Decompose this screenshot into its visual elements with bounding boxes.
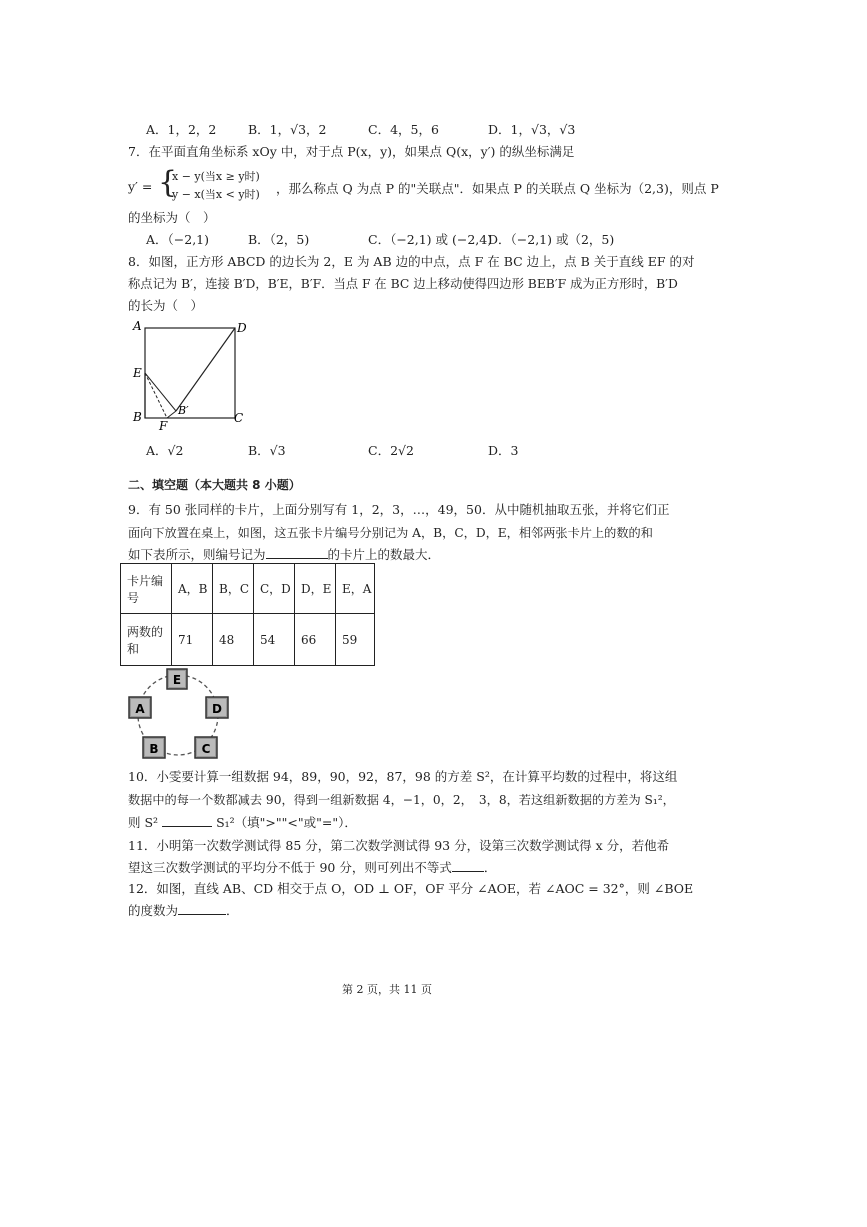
card-a-label: A [135,702,145,716]
q12-line2-after: ． [226,903,239,918]
label-d: D [237,321,247,335]
q12-line2-before: 的度数为 [128,903,179,918]
label-a: A [133,319,142,333]
q8-option-b: B．√3 [248,443,286,458]
q6-option-d: D．1，√3，√3 [488,122,576,137]
card-c-label: C [201,742,211,756]
q8-stem-line1: 8．如图，正方形 ABCD 的边长为 2，E 为 AB 边的中点，点 F 在 BC 边上，点 B 关于直线 EF 的对 [128,254,695,269]
q9-stem-line3 [128,545,440,563]
table-cell: A，B [172,564,213,614]
segment-b-prime-d [176,328,235,411]
table-row [121,564,375,614]
q10-stem-line2: 数据中的每一个数都减去 90，得到一组新数据 4，−1，0，2， 3，8，若这组新数据的方差为 S₁²， [128,793,675,807]
table-cell: 59 [336,614,375,666]
table-cell: 两数的和 [121,614,172,666]
card-e [167,669,187,689]
q7-option-a: A．（−2,1) [146,232,210,247]
q12-answer-blank[interactable] [178,902,226,915]
q7-option-b: B．（2，5) [248,232,310,247]
page-footer: 第 2 页，共 11 页 [342,983,432,996]
label-b-prime: B′ [178,404,189,417]
q6-option-a: A．1，2，2 [146,122,217,137]
card-c [195,737,217,758]
q10-line3-before: 则 S² [128,815,159,830]
q8-stem-line3: 的长为（ ） [128,298,204,313]
segment-f-b-prime [167,411,176,418]
table-row [121,614,375,666]
q6-option-c: C．4，5，6 [368,122,439,137]
q10-stem-line1: 10．小雯要计算一组数据 94，89，90，92，87，98 的方差 S²，在计算平均数的过程中，将这组 [128,769,678,784]
q11-line2-before: 望这三次数学测试的平均分不低于 90 分，则可列出不等式 [128,860,452,875]
table-cell: 54 [254,614,295,666]
q9-sum-table [120,563,375,666]
q7-stem-line1: 7．在平面直角坐标系 xOy 中，对于点 P(x，y)，如果点 Q(x，y′) 的纵坐标满足 [128,144,575,159]
table-cell: D，E [295,564,336,614]
q8-option-a: A．√2 [146,443,184,458]
q11-answer-blank[interactable] [452,859,484,872]
card-a [129,697,151,718]
card-b-label: B [149,742,159,756]
q8-stem-line2: 称点记为 B′，连接 B′D，B′E，B′F．当点 F 在 BC 边上移动使得四边形 BEB′F 成为正方形时，B′D [128,277,678,291]
q7-piecewise-lhs: y′ = [128,179,153,194]
q12-stem-line2 [128,901,239,919]
q7-piece-top: x − y(当x ≥ y时) [172,170,260,183]
q9-line3-before: 如下表所示，则编号记为 [128,547,266,562]
q10-answer-blank[interactable] [162,814,212,827]
q7-piece-bottom: y − x(当x < y时) [172,188,260,201]
q7-piece-after: ，那么称点 Q 为点 P 的"关联点"．如果点 P 的关联点 Q 坐标为（2,3)，则点 P [276,181,719,196]
q9-answer-blank[interactable] [266,546,328,559]
label-b: B [133,410,142,424]
q7-stem-line3: 的坐标为（ ） [128,210,216,225]
q8-square-figure [128,318,258,434]
table-cell: 66 [295,614,336,666]
q11-line2-after: ． [483,860,497,875]
label-c: C [234,411,244,425]
table-cell: E，A [336,564,375,614]
card-d-label: D [212,702,222,716]
table-cell: C，D [254,564,295,614]
q9-line3-after: 的卡片上的数最大． [327,547,441,562]
card-b [143,737,165,758]
q11-stem-line2 [128,858,496,876]
q10-stem-line3 [128,813,357,831]
label-f: F [159,419,168,433]
q7-option-c: C．（−2,1) 或 (−2,4) [368,232,493,247]
table-cell: 48 [213,614,254,666]
table-cell: 卡片编号 [121,564,172,614]
table-cell: B，C [213,564,254,614]
table-cell: 71 [172,614,213,666]
q9-stem-line2: 面向下放置在桌上，如图，这五张卡片编号分别记为 A，B，C，D，E，相邻两张卡片上的数的和 [128,526,653,540]
q11-stem-line1: 11．小明第一次数学测试得 85 分，第二次数学测试得 93 分，设第三次数学测试得 x 分，若他希 [128,838,670,853]
section-title: 二、填空题（本大题共 8 小题） [128,478,301,492]
square-abcd [145,328,235,418]
q9-stem-line1: 9．有 50 张同样的卡片，上面分别写有 1，2，3，…，49，50．从中随机抽取五张，并将它们正 [128,502,670,517]
q7-brace: { [158,165,178,200]
label-e: E [133,366,142,380]
q7-option-d: D．（−2,1) 或（2，5) [488,232,615,247]
q8-option-d: D．3 [488,443,519,458]
q6-option-b: B．1，√3，2 [248,122,327,137]
q9-cards-circle-figure [124,667,234,761]
card-e-label: E [172,673,182,687]
q12-stem-line1: 12．如图，直线 AB、CD 相交于点 O，OD ⊥ OF，OF 平分 ∠AOE，若 ∠AOC = 32°，则 ∠BOE [128,881,694,896]
q10-line3-after: S₁²（填">""<"或"="）． [216,815,357,830]
card-d [206,697,228,718]
q8-option-c: C．2√2 [368,443,414,458]
